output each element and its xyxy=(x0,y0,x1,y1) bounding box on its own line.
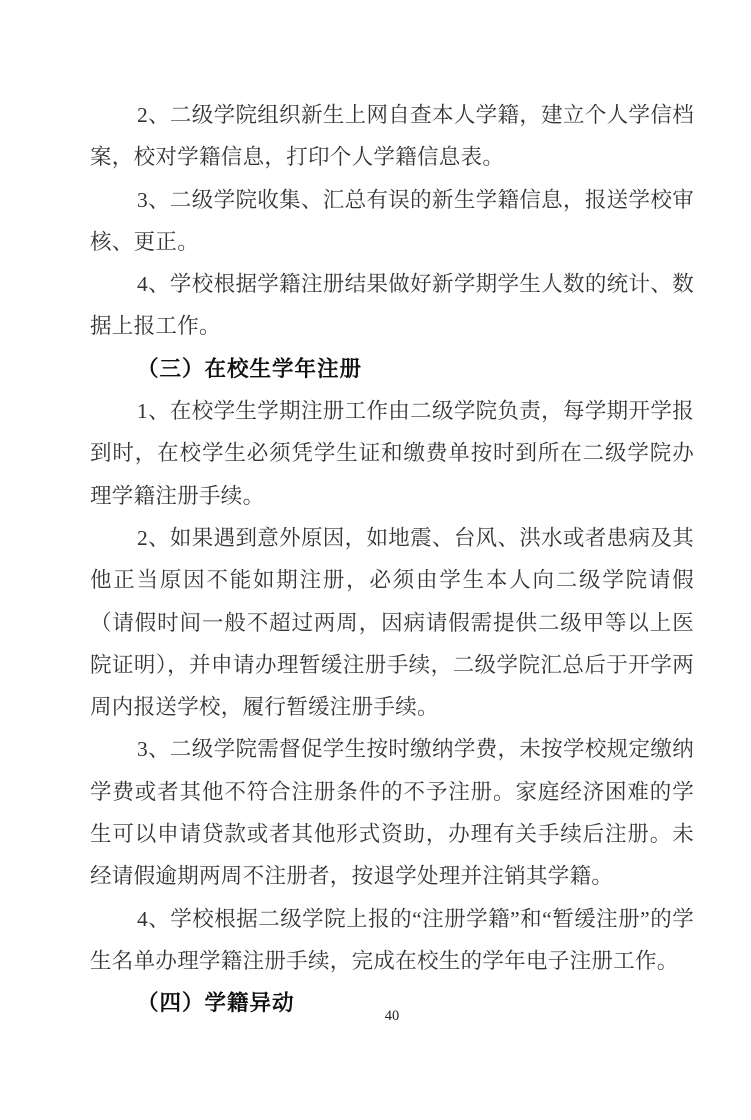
section-heading-annual-registration: （三）在校生学年注册 xyxy=(137,356,363,381)
paragraph-collect-errors: 3、二级学院收集、汇总有误的新生学籍信息，报送学校审核、更正。 xyxy=(90,187,694,254)
paragraph-new-student-self-check: 2、二级学院组织新生上网自查本人学籍，建立个人学信档案，校对学籍信息，打印个人学籍信息表。 xyxy=(90,103,694,170)
paragraph-semester-registration: 1、在校学生学期注册工作由二级学院负责，每学期开学报到时，在校学生必须凭学生证和缴费单按时到所在二级学院办理学籍注册手续。 xyxy=(90,399,694,508)
section-heading-status-change: （四）学籍异动 xyxy=(137,991,295,1016)
paragraph-statistics-report: 4、学校根据学籍注册结果做好新学期学生人数的统计、数据上报工作。 xyxy=(90,272,694,339)
paragraph-electronic-registration: 4、学校根据二级学院上报的“注册学籍”和“暂缓注册”的学生名单办理学籍注册手续，完成在校生的学年电子注册工作。 xyxy=(90,906,694,973)
document-body xyxy=(90,94,694,1025)
paragraph-leave-request: 2、如果遇到意外原因，如地震、台风、洪水或者患病及其他正当原因不能如期注册，必须由学生本人向二级学院请假（请假时间一般不超过两周，因病请假需提供二级甲等以上医院证明），并申请办理暂缓注册手续，二级学院汇总后于开学两周内报送学校，履行暂缓注册手续。 xyxy=(90,525,694,720)
paragraph-tuition-payment: 3、二级学院需督促学生按时缴纳学费，未按学校规定缴纳学费或者其他不符合注册条件的不予注册。家庭经济困难的学生可以申请贷款或者其他形式资助，办理有关手续后注册。未经请假逾期两周不注册者，按退学处理并注销其学籍。 xyxy=(90,737,694,889)
page-number: 40 xyxy=(384,1008,400,1024)
